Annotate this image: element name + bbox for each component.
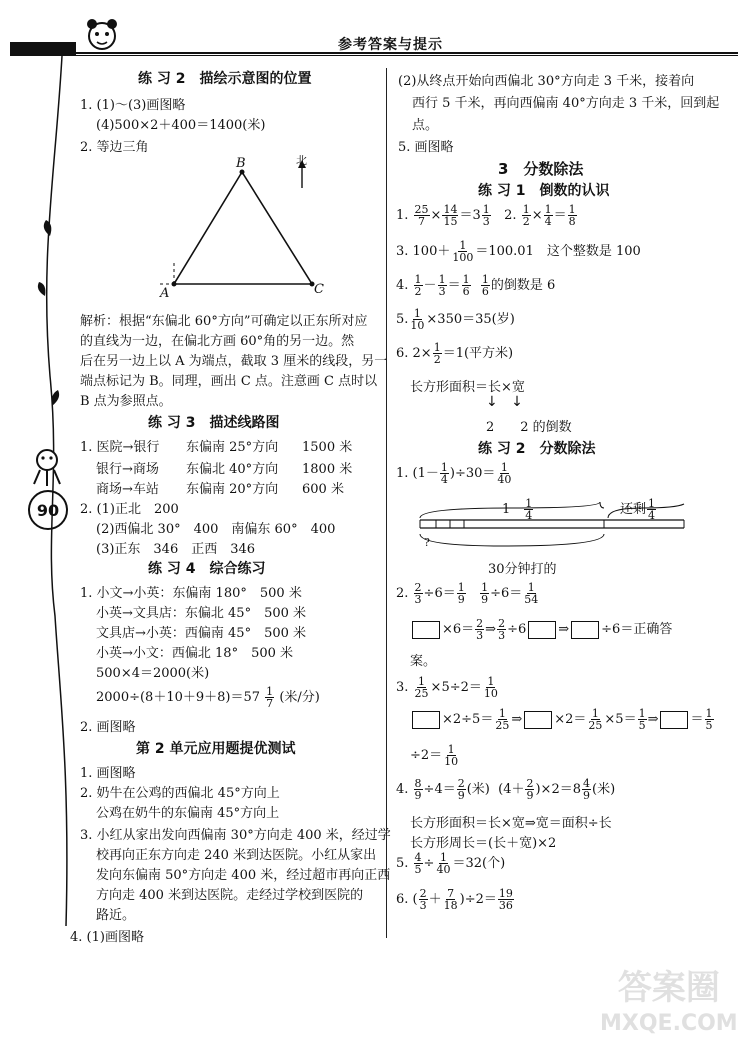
answer-line: 路近。 [96,908,136,923]
route-distance: 600 米 [302,482,344,497]
cartoon-figure-icon [22,440,72,490]
answer-line: 1. 小文→小英：东偏南 180° 500 米 [80,586,302,601]
answer-line: 小英→小文：西偏北 18° 500 米 [96,646,294,661]
answer-line: 发向东偏南 50°方向走 400 米，经过超市再向正西 [96,868,391,883]
route-direction: 东偏北 40°方向 [186,462,279,477]
calc-unit: (米/分) [279,690,320,705]
math-line-6: 6. 2× $\frac{1}{2}$ ＝1(平方米) [396,341,514,366]
blank-box [412,711,440,729]
answer-line: 1. 画图略 [80,766,136,781]
answer-line: 500×4＝2000(米) [96,666,210,681]
answer-line: 公鸡在奶牛的东偏南 45°方向上 [96,806,280,821]
answer-line: 西行 5 千米，再向西偏南 40°方向走 3 千米，回到起 [412,96,720,111]
analysis-line: 后在另一边上以 A 为端点，截取 3 厘米的线段，另一 [80,354,388,369]
analysis-line: 的直线为一边，在偏北方画 60°角的另一边。然 [80,334,355,349]
page-number: 90 [28,490,68,530]
answer-line: 小英→文具店：东偏北 45° 500 米 [96,606,307,621]
section-title-practice-2: 练 习 2 描绘示意图的位置 [138,71,312,87]
section-title-practice-3: 练 习 3 描述线路图 [148,415,280,431]
triangle-shape [174,172,312,284]
calc-line [96,686,320,709]
section-title-unit-test: 第 2 单元应用题提优测试 [136,741,296,757]
calc-expression: 2000÷(8＋10＋9＋8)＝57 [96,690,261,705]
analysis-line: 端点标记为 B。同理，画出 C 点。注意画 C 点时以 [80,374,378,389]
math-q1: 1. (1－ $\frac{1}{4}$ )÷30＝ $\frac{1}{40}$ [396,461,512,486]
diagram-label-remain: 还剩 $\frac{1}{4}$ [620,497,656,522]
math-q3-line3: ÷2＝ $\frac{1}{10}$ [410,743,459,768]
answer-line: 3. 小红从家出发向西偏南 30°方向走 400 米，经过学 [80,828,391,843]
answer-line: (4)500×2＋400＝1400(米) [96,118,266,133]
vertex-label-b: B [236,156,246,171]
route-direction: 东偏南 25°方向 [186,440,279,455]
header-bar [10,42,76,56]
formula-line: 长方形面积＝长×宽⇒宽＝面积÷长 [410,816,612,831]
math-q6: 6. ( $\frac{2}{3}$ ＋ $\frac{7}{18}$ )÷2＝ $\frac{19}{36}$ [396,887,513,912]
answer-line: 2. 画图略 [80,720,136,735]
route-distance: 1500 米 [302,440,353,455]
math-q2-line2: ×6＝ $\frac{2}{3}$ ⇒ $\frac{2}{3}$ ÷6 ⇒ ÷6＝正确答 [410,618,672,641]
math-q4: 4. $\frac{8}{9}$ ÷4＝ $\frac{2}{9}$ (米) (4＋ $\frac{2}{9}$ )×2＝8 $\frac{4}{9}$ (米) [396,777,616,802]
section-title-practice-4: 练 习 4 综合练习 [148,561,266,577]
math-q3-line2: ×2÷5＝ $\frac{1}{25}$ ⇒ ×2＝ $\frac{1}{25}$ ×5＝ $\frac{1}{5}$ ⇒ ＝ $\frac{1}{5}$ [410,708,715,731]
fraction: $\frac{1}{7}$ [266,685,274,710]
answer-line: 1. (1)～(3)画图略 [80,98,186,113]
math-line-1: 1. $\frac{25}{7}$ × $\frac{14}{15}$ ＝3 $\frac{1}{3}$ 2. $\frac{1}{2}$ × $\frac{1}{4}$ ＝ $\frac{1}{8}$ [396,203,576,228]
section-title-reciprocal: 练 习 1 倒数的认识 [478,183,610,199]
formula-line: 长方形面积＝长×宽 [410,380,525,395]
mascot-icon [82,14,122,54]
vertex-label-c: C [314,282,324,297]
north-label: 北 [296,154,307,167]
answer-line: 4. (1)画图略 [70,930,144,945]
watermark-logo: 答案圈 MXQE.COM [600,968,738,1036]
header-rule-thin [76,55,738,56]
route-from-to: 银行→商场 [96,462,159,477]
math-q2: 2. $\frac{2}{3}$ ÷6＝ $\frac{1}{9}$ $\frac{1}{9}$ ÷6＝ $\frac{1}{54}$ [396,581,539,606]
blank-box [660,711,688,729]
answer-line: 5. 画图略 [398,140,454,155]
answer-line: 方向走 400 米到达医院。走经过学校到医院的 [96,888,364,903]
formula-line: 长方形周长＝(长＋宽)×2 [410,836,557,851]
blank-box [528,621,556,639]
vertex-label-a: A [160,286,170,301]
answer-line: (2)从终点开始向西偏北 30°方向走 3 千米，接着向 [398,74,695,89]
route-from-to: 商场→车站 [96,482,159,497]
answer-line: (2)西偏北 30° 400 南偏东 60° 400 [96,522,336,537]
diagram-question: ? [424,536,430,549]
page-header-title: 参考答案与提示 [338,37,443,53]
math-line-5: 5. $\frac{1}{10}$ ×350＝35(岁) [396,307,515,332]
answer-line: 案。 [410,654,437,669]
answer-line: 校再向正东方向走 240 米到达医院。小红从家出 [96,848,377,863]
analysis-line: B 点为参照点。 [80,394,172,409]
math-line-4: 4. $\frac{1}{2}$ － $\frac{1}{3}$ ＝ $\frac{1}{6}$ $\frac{1}{6}$ 的倒数是 6 [396,273,556,298]
math-q3: 3. $\frac{1}{25}$ ×5÷2＝ $\frac{1}{10}$ [396,675,498,700]
answer-line: 2. (1)正北 200 [80,502,179,517]
math-q5: 5. $\frac{4}{5}$ ÷ $\frac{1}{40}$ ＝32(个) [396,851,506,876]
route-direction: 东偏南 20°方向 [186,482,279,497]
answer-line: 文具店→小英：西偏南 45° 500 米 [96,626,307,641]
route-distance: 1800 米 [302,462,353,477]
diagram-label-top: 1－ $\frac{1}{4}$ [502,497,533,522]
analysis-line: 解析：根据“东偏北 60°方向”可确定以正东所对应 [80,314,368,329]
route-from-to: 1. 医院→银行 [80,440,160,455]
answer-line: 2. 奶牛在公鸡的西偏北 45°方向上 [80,786,280,801]
arrow-labels: 2 2 的倒数 [486,420,572,435]
answer-line: 点。 [412,118,439,133]
math-line-3: 3. 100＋ $\frac{1}{100}$ ＝100.01 这个整数是 100 [396,239,641,264]
blank-box [571,621,599,639]
blank-box [412,621,440,639]
chapter-title: 3 分数除法 [498,160,584,178]
answer-line: (3)正东 346 正西 346 [96,542,256,557]
column-divider [386,68,387,938]
section-title-fraction-division: 练 习 2 分数除法 [478,441,596,457]
diagram-label-bottom: 30分钟打的 [488,562,557,577]
down-arrow-icon: ↓ ↓ [486,394,523,410]
answer-line: 2. 等边三角 [80,140,149,155]
blank-box [524,711,552,729]
